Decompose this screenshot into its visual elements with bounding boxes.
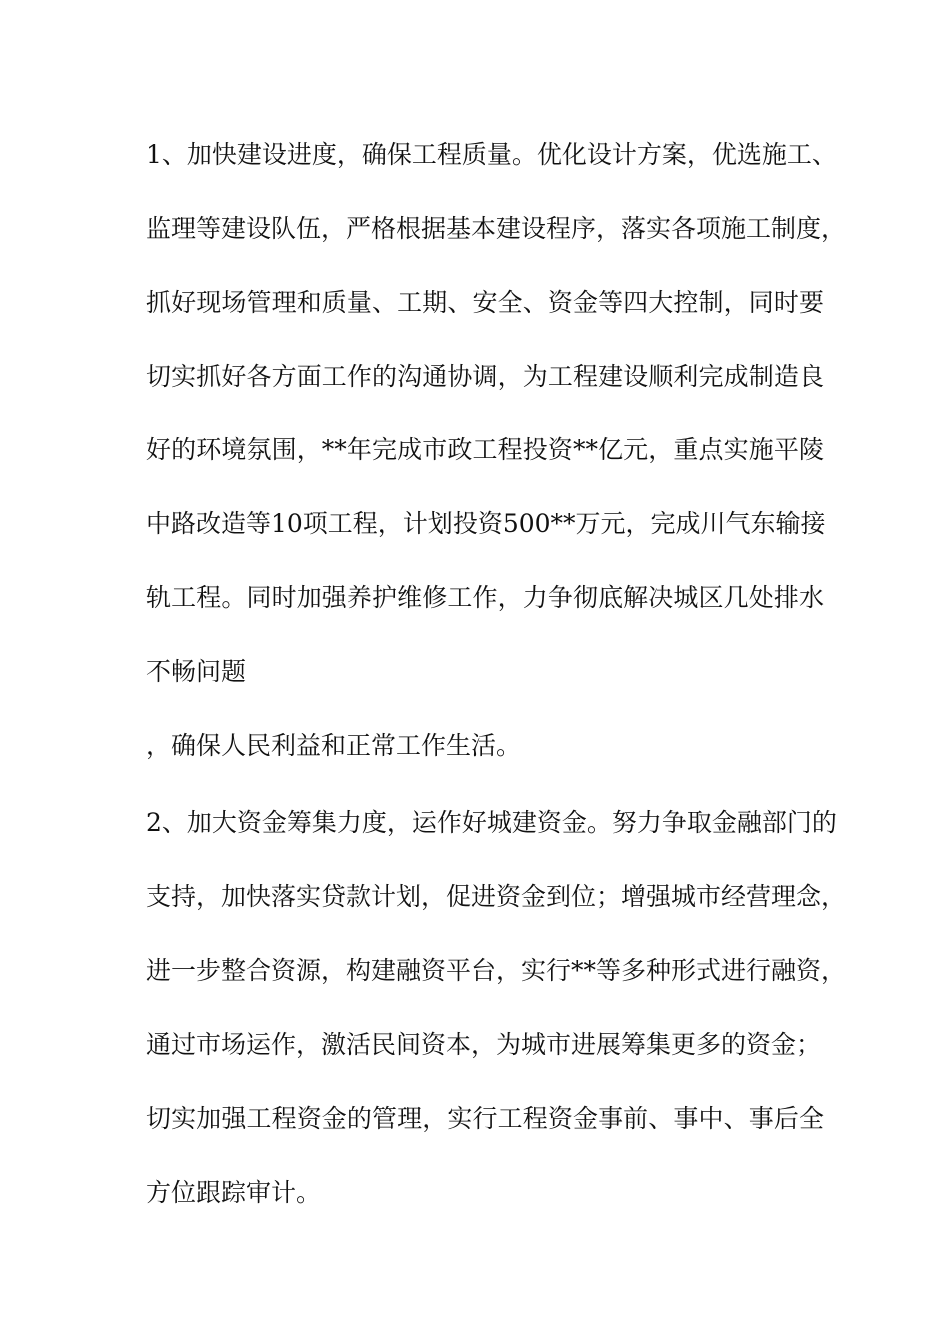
paragraph-2-line-2: 支持，加快落实贷款计划，促进资金到位；增强城市经营理念， (146, 882, 847, 911)
paragraph-1-line-4: 切实抓好各方面工作的沟通协调，为工程建设顺利完成制造良 (146, 362, 824, 391)
paragraph-1-line-6: 中路改造等10项工程，计划投资500**万元，完成川气东输接 (146, 509, 826, 538)
paragraph-1-line-3: 抓好现场管理和质量、工期、安全、资金等四大控制，同时要 (146, 288, 824, 317)
paragraph-1-line-7: 轨工程。同时加强养护维修工作，力争彻底解决城区几处排水 (146, 583, 824, 612)
paragraph-1-line-1: 1、加快建设进度，确保工程质量。优化设计方案，优选施工、 (146, 140, 837, 169)
paragraph-2-line-5: 切实加强工程资金的管理，实行工程资金事前、事中、事后全 (146, 1104, 824, 1133)
paragraph-1-line-5: 好的环境氛围，**年完成市政工程投资**亿元，重点实施平陵 (146, 435, 824, 464)
paragraph-1-line-2: 监理等建设队伍，严格根据基本建设程序，落实各项施工制度， (146, 214, 847, 243)
paragraph-2-line-1: 2、加大资金筹集力度，运作好城建资金。努力争取金融部门的 (146, 808, 837, 837)
paragraph-1-line-8: 不畅问题 (146, 657, 247, 686)
paragraph-1-line-9: ，确保人民利益和正常工作生活。 (146, 731, 522, 760)
paragraph-2-line-6: 方位跟踪审计。 (146, 1178, 322, 1207)
paragraph-2-line-3: 进一步整合资源，构建融资平台，实行**等多种形式进行融资， (146, 956, 847, 985)
paragraph-2-line-4: 通过市场运作，激活民间资本，为城市进展筹集更多的资金； (146, 1030, 822, 1059)
